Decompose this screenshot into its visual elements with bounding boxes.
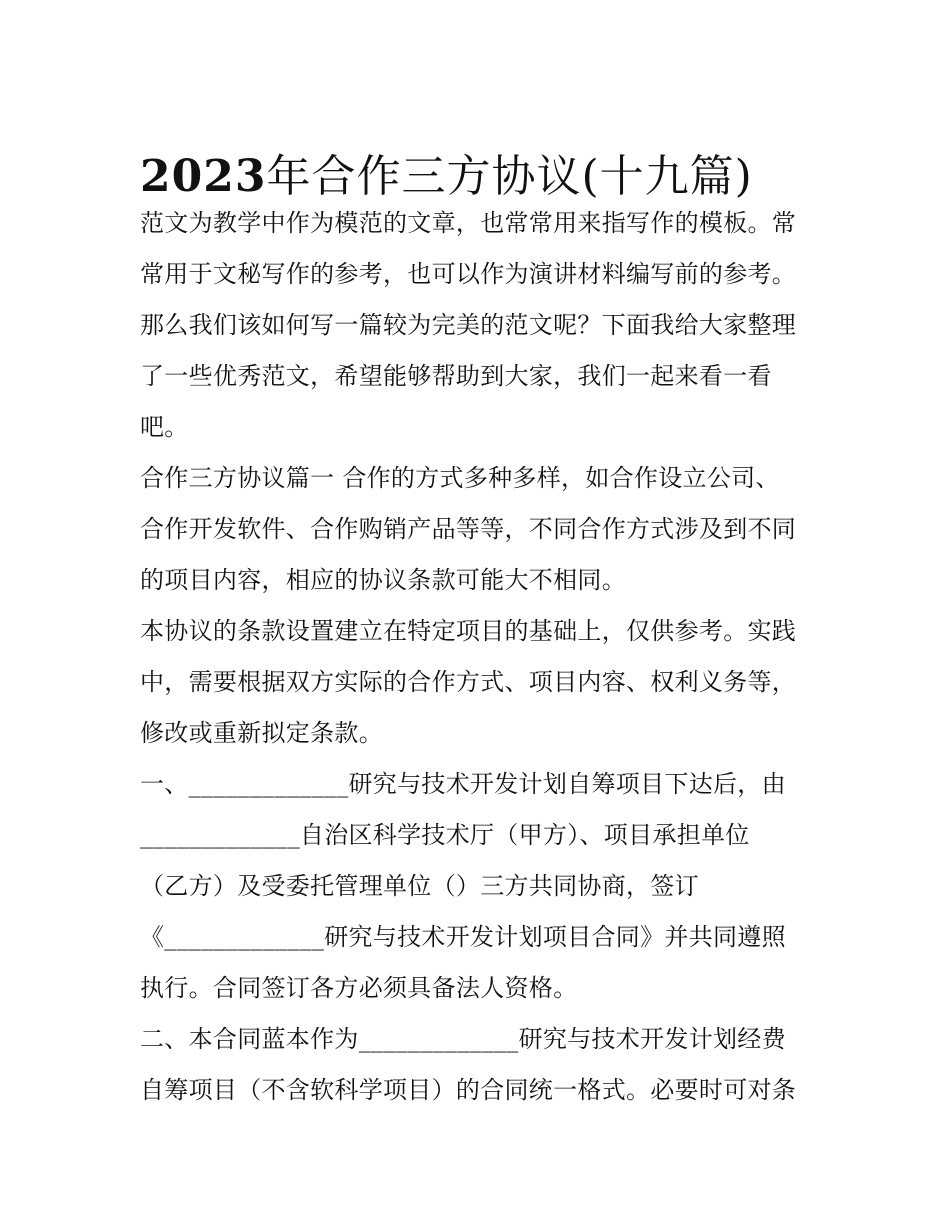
body-line: 了一些优秀范文，希望能够帮助到大家，我们一起来看一看	[140, 362, 772, 390]
body-line: 那么我们该如何写一篇较为完美的范文呢？下面我给大家整理	[140, 311, 797, 339]
body-line: 二、本合同蓝本作为_____________研究与技术开发计划经费	[140, 1025, 786, 1053]
document-body	[140, 200, 820, 1118]
title-text: 年合作三方协议(十九篇)	[266, 151, 753, 203]
body-line: （乙方）及受委托管理单位（）三方共同协商，签订	[140, 872, 699, 900]
body-line: 中，需要根据双方实际的合作方式、项目内容、权利义务等，	[140, 668, 797, 696]
body-line: 范文为教学中作为模范的文章，也常常用来指写作的模板。常	[140, 209, 797, 237]
body-line: 合作三方协议篇一 合作的方式多种多样，如合作设立公司、	[140, 464, 780, 492]
title-year: 2023	[140, 151, 267, 203]
body-line: _____________自治区科学技术厅（甲方）、项目承担单位	[140, 821, 750, 849]
body-line: 吧。	[140, 413, 189, 441]
document-title	[140, 147, 840, 207]
body-line: 本协议的条款设置建立在特定项目的基础上，仅供参考。实践	[140, 617, 797, 645]
body-line: 合作开发软件、合作购销产品等等，不同合作方式涉及到不同	[140, 515, 797, 543]
body-line: 自筹项目（不含软科学项目）的合同统一格式。必要时可对条	[140, 1076, 797, 1104]
body-line: 修改或重新拟定条款。	[140, 719, 383, 747]
body-line: 《_____________研究与技术开发计划项目合同》并共同遵照	[140, 923, 786, 951]
body-line: 常用于文秘写作的参考，也可以作为演讲材料编写前的参考。	[140, 260, 797, 288]
body-line: 一、_____________研究与技术开发计划自筹项目下达后，由	[140, 770, 786, 798]
body-line: 执行。合同签订各方必须具备法人资格。	[140, 974, 578, 1002]
body-line: 的项目内容，相应的协议条款可能大不相同。	[140, 566, 626, 594]
